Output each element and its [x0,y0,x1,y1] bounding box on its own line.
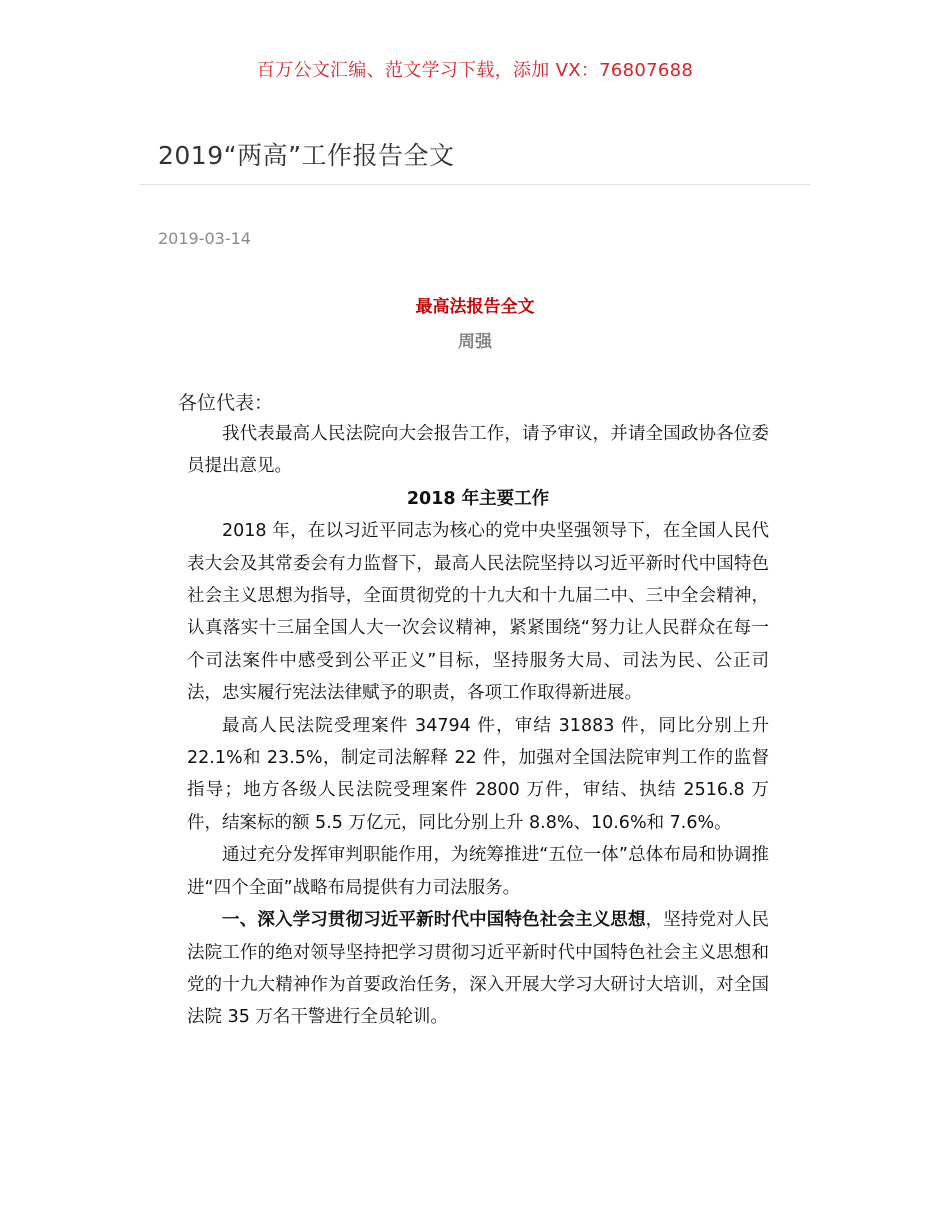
section-heading: 2018 年主要工作 [406,488,550,509]
report-title: 最高法报告全文 [415,297,535,317]
body-paragraph-3: 通过充分发挥审判职能作用，为统筹推进“五位一体”总体布局和协调推进“四个全面”战略布局提供有力司法服务。 [187,845,769,898]
report-author: 周强 [458,332,492,352]
article-body [187,418,769,1034]
greeting: 各位代表： [178,392,274,414]
point-1-text: ，坚持党对人民法院工作的绝对领导坚持把学习贯彻习近平新时代中国特色社会主义思想和党的十九大精神作为首要政治任务，深入开展大学习大研讨大培训，对全国法院 35 万名干警进行全员轮训。 [187,910,770,1028]
body-paragraph-2: 最高人民法院受理案件 34794 件，审结 31883 件，同比分别上升 22.1%和 23.5%，制定司法解释 22 件，加强对全国法院审判工作的监督指导；地方各级人民法院受理案件 2800 万件，审结、执结 2516.8 万件，结案标的额 5.5 万亿元，同比分别上升 8.8%、10.6%和 7.6%。 [187,715,769,833]
page-title: 2019“两高”工作报告全文 [158,141,455,170]
intro-paragraph: 我代表最高人民法院向大会报告工作，请予审议，并请全国政协各位委员提出意见。 [187,424,769,477]
promo-banner: 百万公文汇编、范文学习下载，添加 VX：76807688 [256,60,694,81]
point-1-paragraph [187,904,769,1034]
body-paragraph-1: 2018 年，在以习近平同志为核心的党中央坚强领导下，在全国人民代表大会及其常委会有力监督下，最高人民法院坚持以习近平新时代中国特色社会主义思想为指导，全面贯彻党的十九大和十九届二中、三中全会精神，认真落实十三届全国人大一次会议精神，紧紧围绕“努力让人民群众在每一个司法案件中感受到公平正义”目标，坚持服务大局、司法为民、公正司法，忠实履行宪法法律赋予的职责，各项工作取得新进展。 [187,521,769,704]
publish-date: 2019-03-14 [158,229,251,248]
title-divider [140,184,811,185]
point-1-lead: 一、深入学习贯彻习近平新时代中国特色社会主义思想 [222,910,646,931]
